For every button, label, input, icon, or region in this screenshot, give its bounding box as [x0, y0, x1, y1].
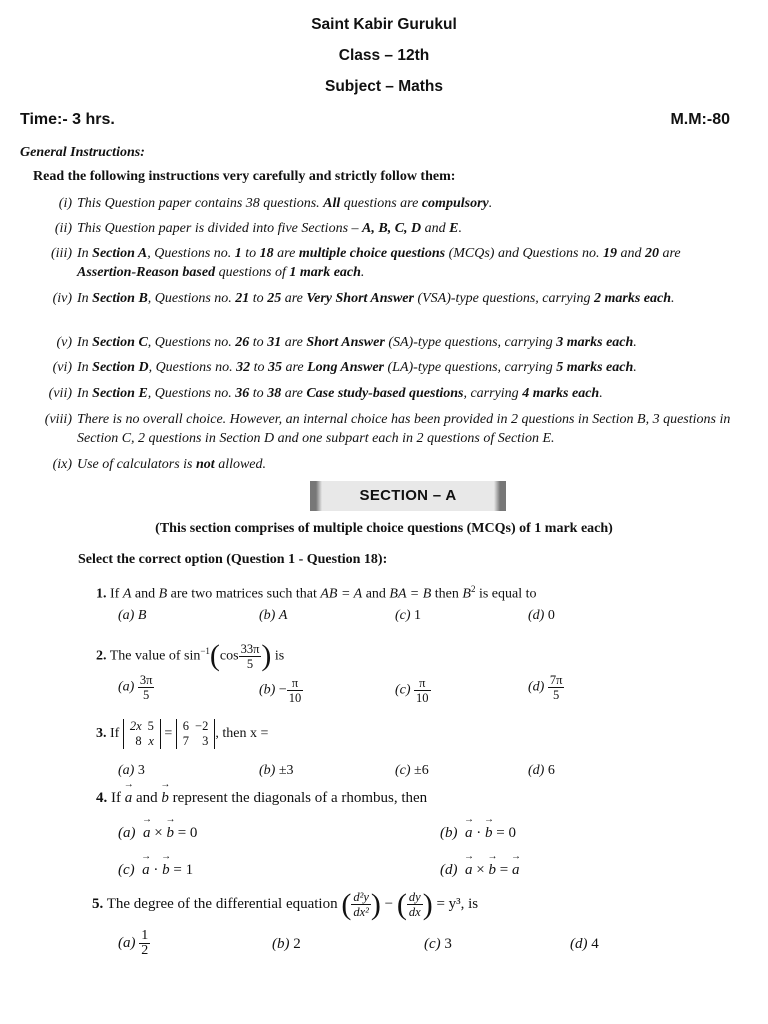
instruction-emphasis: 20	[644, 246, 659, 261]
vector-a: → a	[143, 825, 151, 842]
instruction-emphasis: 31	[267, 335, 282, 350]
option-label: (c)	[424, 936, 441, 952]
q4-option-c[interactable]	[118, 862, 193, 879]
instruction-fragment: questions of	[215, 265, 290, 280]
q2-text-b: is	[274, 648, 285, 664]
instruction-item	[20, 384, 738, 403]
q4-option-d[interactable]	[440, 862, 519, 879]
q4-option-a[interactable]	[118, 825, 197, 842]
instruction-fragment: This Question paper is divided into five Sections –	[77, 221, 363, 236]
instruction-item	[20, 410, 738, 448]
instruction-emphasis: 1 mark each	[289, 265, 361, 280]
instruction-fragment: are	[281, 386, 307, 401]
option-value: 3	[444, 936, 452, 952]
q1-option-d[interactable]	[528, 608, 555, 624]
section-title: SECTION – A	[359, 487, 457, 504]
instruction-text	[77, 333, 738, 352]
instruction-text	[77, 410, 738, 448]
instruction-emphasis: 5 marks each	[556, 360, 634, 375]
instruction-emphasis: not	[196, 457, 215, 472]
option-value: 3	[137, 763, 145, 778]
instruction-fragment: In	[77, 360, 93, 375]
option-operator: ×	[476, 862, 485, 878]
q3-equals: =	[164, 726, 173, 741]
vector-a: → a	[465, 862, 473, 879]
instruction-number: (iv)	[52, 291, 72, 306]
instructions-lead: Read the following instructions very carefully and strictly follow them:	[33, 169, 456, 184]
q1-option-c[interactable]	[395, 608, 421, 624]
option-label: (a)	[118, 608, 135, 623]
frac-numerator: 1	[141, 928, 149, 943]
instruction-emphasis: Short Answer	[306, 335, 385, 350]
option-label: (a)	[118, 679, 135, 695]
instruction-fragment: to	[250, 360, 268, 375]
option-sign: −	[278, 682, 287, 698]
instruction-fragment: Use of calculators is	[77, 457, 196, 472]
question-4	[96, 790, 427, 807]
option-label: (c)	[395, 682, 411, 698]
instruction-emphasis: All	[323, 196, 341, 211]
q3-number: 3.	[96, 726, 107, 741]
instruction-fragment: allowed.	[214, 457, 267, 472]
instruction-number: (vii)	[48, 386, 72, 401]
instruction-number: (vi)	[52, 360, 72, 375]
q1-var-b: B	[158, 586, 168, 602]
frac-denominator: dx	[408, 905, 421, 920]
vector-b: → b	[488, 862, 496, 879]
instruction-item	[20, 333, 738, 352]
q4-vector-b: → b	[161, 790, 169, 807]
q5-text-a: The degree of the differential equation	[106, 896, 338, 912]
option-label: (b)	[272, 936, 290, 952]
section-banner	[310, 481, 506, 511]
option-value: ±6	[414, 763, 429, 778]
det-cell: 5	[147, 718, 154, 733]
instruction-fragment: .	[360, 265, 365, 280]
vector-b: → b	[162, 862, 170, 879]
frac-numerator: 7π	[549, 673, 563, 687]
instruction-fragment: are	[273, 246, 299, 261]
det-cell: 3	[202, 733, 209, 748]
instruction-fragment: and	[616, 246, 645, 261]
question-1	[96, 584, 537, 603]
frac-denominator: 10	[288, 691, 302, 705]
instruction-fragment: are	[281, 291, 307, 306]
q5-option-a[interactable]	[118, 929, 150, 958]
q2-paren-open: (	[209, 639, 220, 673]
q2-option-a[interactable]	[118, 673, 154, 702]
q1-number: 1.	[96, 586, 107, 602]
vector-a: → a	[512, 862, 520, 879]
instruction-fragment: (MCQs) and Questions no.	[445, 246, 603, 261]
instruction-emphasis: Section E	[92, 386, 148, 401]
instruction-item	[20, 455, 738, 474]
frac-denominator: 2	[141, 943, 149, 958]
frac-numerator: d²y	[353, 890, 369, 905]
instruction-emphasis: 36	[235, 386, 250, 401]
subject-title: Subject – Maths	[325, 78, 443, 95]
q1-var-a: A	[122, 586, 132, 602]
q5-fraction-1	[351, 890, 371, 919]
instruction-emphasis: E	[449, 221, 459, 236]
vector-a: → a	[465, 825, 473, 842]
instruction-emphasis: 19	[602, 246, 617, 261]
instruction-number: (iii)	[51, 246, 72, 261]
instruction-fragment: (VSA)-type questions, carrying	[413, 291, 594, 306]
q3-determinant-right	[176, 719, 216, 749]
q5-paren-open-1: (	[341, 887, 352, 921]
instruction-emphasis: 18	[259, 246, 274, 261]
instruction-fragment: .	[599, 386, 603, 401]
instruction-fragment: , Questions no.	[147, 246, 235, 261]
instruction-emphasis: 3 marks each	[556, 335, 634, 350]
instruction-fragment: .	[633, 335, 637, 350]
frac-denominator: 5	[142, 688, 150, 702]
q5-option-b[interactable]	[272, 936, 301, 953]
q1-text-c: are two matrices such that	[167, 586, 321, 602]
instruction-fragment: are	[658, 246, 681, 261]
q2-text-a: The value of sin	[109, 648, 201, 664]
instruction-fragment: and	[421, 221, 450, 236]
instruction-number: (v)	[56, 335, 72, 350]
option-value: 0	[547, 608, 555, 623]
q4-vector-a: → a	[125, 790, 133, 807]
q1-text-d: then	[431, 586, 463, 602]
instruction-text	[77, 194, 738, 213]
q2-fraction	[239, 642, 262, 671]
option-value: 6	[547, 763, 555, 778]
instruction-fragment: .	[488, 196, 493, 211]
q5-paren-close-2: )	[422, 887, 433, 921]
q2-inverse: −1	[200, 646, 210, 656]
question-5	[92, 884, 478, 924]
q3-option-a[interactable]	[118, 763, 145, 779]
instruction-emphasis: multiple choice questions	[298, 246, 446, 261]
question-3	[96, 716, 268, 752]
option-label: (a)	[118, 825, 136, 841]
option-label: (d)	[528, 679, 545, 695]
instruction-item	[20, 194, 738, 213]
instruction-fragment: .	[633, 360, 637, 375]
frac-numerator: π	[414, 676, 431, 691]
q1-exponent: 2	[470, 584, 476, 594]
instruction-emphasis: 1	[234, 246, 242, 261]
instruction-emphasis: 21	[235, 291, 250, 306]
q2-number: 2.	[96, 648, 107, 664]
q1-eq-ba: BA = B	[389, 586, 432, 602]
instruction-fragment: , Questions no.	[148, 360, 237, 375]
q1-text-a: If	[110, 586, 123, 602]
q1-b-squared: B	[462, 586, 471, 602]
instruction-emphasis: 4 marks each	[522, 386, 600, 401]
instruction-fragment: , Questions no.	[147, 335, 236, 350]
q5-rhs: = y³, is	[436, 896, 479, 912]
instruction-emphasis: 35	[267, 360, 282, 375]
instruction-number: (ix)	[52, 457, 72, 472]
q1-option-b[interactable]	[259, 608, 287, 624]
time-label: Time:- 3 hrs.	[20, 111, 115, 128]
instruction-fragment: In	[77, 291, 93, 306]
instruction-emphasis: Assertion-Reason based	[77, 265, 216, 280]
q5-fraction-2	[407, 890, 423, 919]
instruction-emphasis: Section B	[92, 291, 148, 306]
option-label: (c)	[395, 763, 411, 778]
option-rhs: =	[499, 862, 509, 878]
q3-option-d[interactable]	[528, 763, 555, 779]
q3-determinant-left	[123, 719, 161, 749]
q4-option-b[interactable]	[440, 825, 516, 842]
q5-option-d[interactable]	[570, 936, 599, 953]
instruction-text	[77, 455, 738, 474]
instruction-fragment: In	[77, 335, 93, 350]
select-range: (Question 1 - Question 18):	[226, 552, 388, 567]
instruction-item	[20, 219, 738, 238]
instruction-emphasis: Case study-based questions	[306, 386, 464, 401]
option-value: B	[137, 608, 147, 623]
instruction-emphasis: 32	[236, 360, 251, 375]
instruction-emphasis: 38	[267, 386, 282, 401]
q5-number: 5.	[92, 896, 104, 912]
frac-denominator: 5	[246, 656, 254, 671]
option-label: (d)	[570, 936, 588, 952]
det-cell: 6	[182, 718, 190, 733]
instruction-fragment: This Question paper contains 38 questions.	[77, 196, 324, 211]
option-value: A	[278, 608, 288, 623]
instruction-emphasis: Very Short Answer	[306, 291, 414, 306]
option-label: (d)	[528, 608, 545, 623]
instruction-fragment: , Questions no.	[147, 386, 236, 401]
q5-paren-close-1: )	[370, 887, 381, 921]
q1-text-e: is equal to	[475, 586, 537, 602]
q4-number: 4.	[96, 790, 108, 806]
select-instruction	[78, 552, 387, 568]
instruction-fragment: to	[241, 246, 260, 261]
det-cell: −2	[195, 718, 209, 733]
instruction-text	[77, 219, 738, 238]
instruction-emphasis: 2 marks each	[593, 291, 671, 306]
instruction-fragment: , Questions no.	[147, 291, 236, 306]
det-cell: 7	[182, 733, 190, 748]
vector-a: → a	[142, 862, 150, 879]
q2-cos: cos	[219, 648, 239, 664]
det-cell: x	[148, 733, 154, 748]
question-2	[96, 634, 284, 674]
q3-option-c[interactable]	[395, 763, 429, 779]
option-value: 1	[414, 608, 422, 623]
instruction-text	[77, 289, 738, 308]
option-operator: ·	[153, 862, 159, 878]
option-label: (b)	[259, 763, 276, 778]
q3-then: , then x =	[215, 726, 269, 741]
instruction-fragment: , carrying	[463, 386, 523, 401]
option-label: (a)	[118, 763, 135, 778]
frac-numerator: 3π	[139, 673, 153, 687]
q3-if: If	[110, 726, 120, 741]
q2-option-c[interactable]	[395, 676, 431, 705]
option-label: (c)	[118, 862, 135, 878]
q2-option-b[interactable]	[259, 676, 303, 705]
frac-denominator: 10	[416, 691, 429, 705]
instruction-fragment: are	[281, 335, 307, 350]
instruction-emphasis: 26	[235, 335, 250, 350]
q5-paren-open-2: (	[396, 887, 407, 921]
det-cell: 8	[135, 733, 142, 748]
instruction-emphasis: Section C	[92, 335, 148, 350]
instruction-number: (viii)	[44, 412, 72, 427]
instruction-emphasis: Section D	[92, 360, 149, 375]
vector-b: → b	[166, 825, 174, 842]
instruction-text	[77, 358, 738, 377]
option-label: (a)	[118, 934, 136, 951]
instruction-emphasis: Long Answer	[307, 360, 384, 375]
instruction-text	[77, 384, 738, 403]
option-rhs: = 0	[177, 825, 198, 841]
instruction-fragment: (SA)-type questions, carrying	[384, 335, 557, 350]
instruction-fragment: .	[458, 221, 462, 236]
instruction-fragment: In	[77, 246, 93, 261]
q5-option-c[interactable]	[424, 936, 452, 953]
option-label: (b)	[440, 825, 458, 841]
vector-b: → b	[485, 825, 493, 842]
q1-eq-ab: AB = A	[320, 586, 363, 602]
frac-denominator: dx²	[353, 905, 369, 920]
class-title: Class – 12th	[338, 47, 430, 64]
instructions-title: General Instructions:	[20, 145, 145, 160]
option-label: (c)	[395, 608, 411, 623]
q5-minus: −	[384, 896, 394, 912]
q1-option-a[interactable]	[118, 608, 146, 624]
instruction-fragment: to	[249, 386, 268, 401]
q2-paren-close: )	[261, 639, 272, 673]
option-label: (d)	[440, 862, 458, 878]
option-value: 2	[293, 936, 301, 952]
frac-numerator: dy	[408, 890, 421, 905]
option-value: 4	[591, 936, 599, 952]
option-rhs: = 1	[173, 862, 194, 878]
instruction-emphasis: compulsory	[421, 196, 489, 211]
instruction-fragment: to	[249, 335, 268, 350]
instruction-item	[20, 358, 738, 377]
instruction-fragment: .	[670, 291, 675, 306]
option-rhs: = 0	[496, 825, 516, 841]
instruction-fragment: (LA)-type questions, carrying	[384, 360, 557, 375]
instruction-fragment: questions are	[340, 196, 422, 211]
det-cell: 2x	[129, 718, 142, 733]
q3-option-b[interactable]	[259, 763, 294, 779]
option-operator: ·	[476, 825, 482, 841]
q1-text-and: and	[362, 586, 390, 602]
instruction-emphasis: 25	[267, 291, 282, 306]
frac-numerator: 33π	[240, 641, 260, 656]
frac-denominator: 5	[552, 688, 560, 702]
max-marks: M.M:-80	[670, 111, 730, 128]
instruction-number: (ii)	[54, 221, 72, 236]
q1-text-b: and	[131, 586, 159, 602]
frac-numerator: π	[287, 676, 304, 691]
option-operator: ×	[154, 825, 163, 841]
q4-text-c: represent the diagonals of a rhombus, then	[172, 790, 428, 806]
school-name: Saint Kabir Gurukul	[311, 16, 457, 33]
q4-text-b: and	[136, 790, 158, 806]
instruction-text	[77, 244, 738, 282]
instruction-item	[20, 244, 738, 282]
option-label: (d)	[528, 763, 545, 778]
instruction-fragment: In	[77, 386, 93, 401]
instruction-item	[20, 289, 738, 327]
option-label: (b)	[259, 608, 276, 623]
instruction-fragment: to	[249, 291, 268, 306]
instruction-fragment: are	[281, 360, 308, 375]
instruction-emphasis: A, B, C, D	[362, 221, 422, 236]
q4-text-a: If	[111, 790, 121, 806]
option-label: (b)	[259, 682, 276, 698]
instruction-number: (i)	[58, 196, 72, 211]
instruction-fragment: There is no overall choice. However, an internal choice has been provided in 2 questions in Section B, 3 questions in Section C, 2 questions in Section D and one subpart each in 2 questions of Section E.	[77, 412, 731, 446]
q2-option-d[interactable]	[528, 673, 564, 702]
section-note: (This section comprises of multiple choice questions (MCQs) of 1 mark each)	[155, 521, 613, 536]
instruction-emphasis: Section A	[92, 246, 148, 261]
select-lead: Select the correct option	[78, 552, 223, 567]
option-value: ±3	[278, 763, 294, 778]
